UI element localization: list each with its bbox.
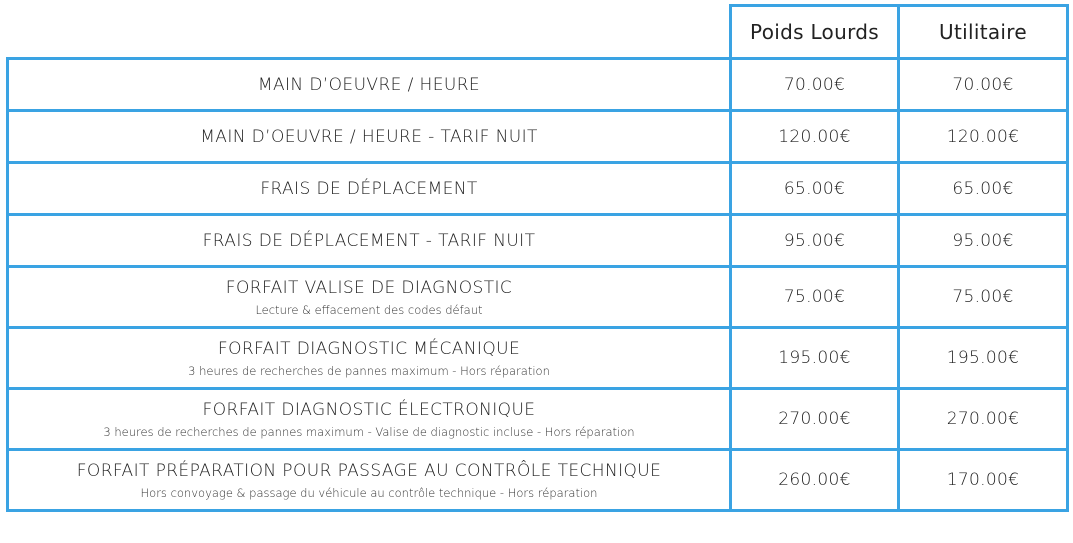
price-poids-lourds: 75.00€ (783, 287, 846, 307)
price-utilitaire: 75.00€ (952, 287, 1014, 307)
table-row (8, 163, 1068, 215)
service-title: MAIN D’OEUVRE / HEURE - TARIF NUIT (200, 126, 538, 147)
price-poids-lourds-cell (731, 328, 899, 389)
service-title: FORFAIT PRÉPARATION POUR PASSAGE AU CONTRÔLE TECHNIQUE (76, 460, 662, 481)
table-row (8, 450, 1068, 511)
service-title: FRAIS DE DÉPLACEMENT - TARIF NUIT (202, 230, 536, 251)
table-row (8, 59, 1068, 111)
price-poids-lourds: 270.00€ (778, 409, 851, 429)
column-header-utilitaire: Utilitaire (899, 6, 1068, 59)
price-poids-lourds-cell (731, 111, 899, 163)
service-title: FORFAIT DIAGNOSTIC ÉLECTRONIQUE (202, 399, 536, 420)
service-note: Hors convoyage & passage du véhicule au contrôle technique - Hors réparation (140, 485, 598, 500)
price-utilitaire: 120.00€ (946, 126, 1020, 147)
price-utilitaire-cell (899, 163, 1068, 215)
service-title: FRAIS DE DÉPLACEMENT (260, 178, 478, 199)
service-title: MAIN D’OEUVRE / HEURE (257, 74, 481, 95)
price-table (6, 4, 1069, 512)
price-utilitaire-cell (899, 111, 1068, 163)
service-label-cell (8, 59, 731, 111)
column-header-poids-lourds: Poids Lourds (731, 6, 899, 59)
price-utilitaire-cell (899, 328, 1068, 389)
service-title: FORFAIT DIAGNOSTIC MÉCANIQUE (217, 338, 521, 359)
service-note: 3 heures de recherches de pannes maximum - Hors réparation (188, 363, 550, 378)
price-utilitaire: 65.00€ (952, 178, 1014, 199)
price-utilitaire-cell (899, 450, 1068, 511)
price-utilitaire: 170.00€ (946, 470, 1020, 490)
price-poids-lourds-cell (731, 450, 899, 511)
price-poids-lourds: 65.00€ (783, 178, 846, 199)
service-label-cell (8, 111, 731, 163)
price-poids-lourds: 195.00€ (778, 348, 851, 368)
price-poids-lourds: 70.00€ (783, 74, 846, 95)
service-label-cell (8, 215, 731, 267)
service-note: Lecture & effacement des codes défaut (255, 302, 483, 317)
service-label-cell (8, 389, 731, 450)
table-row (8, 111, 1068, 163)
price-utilitaire-cell (899, 267, 1068, 328)
table-row (8, 215, 1068, 267)
service-label-cell (8, 450, 731, 511)
price-poids-lourds-cell (731, 267, 899, 328)
price-poids-lourds-cell (731, 389, 899, 450)
price-poids-lourds-cell (731, 215, 899, 267)
price-poids-lourds: 260.00€ (778, 470, 851, 490)
service-note: 3 heures de recherches de pannes maximum - Valise de diagnostic incluse - Hors réparation (103, 424, 635, 439)
service-title: FORFAIT VALISE DE DIAGNOSTIC (225, 277, 513, 298)
price-poids-lourds-cell (731, 163, 899, 215)
price-utilitaire: 95.00€ (952, 230, 1014, 251)
price-utilitaire: 195.00€ (946, 348, 1020, 368)
header-row (8, 6, 1068, 59)
blank-corner-cell (8, 6, 731, 59)
service-label-cell (8, 163, 731, 215)
service-label-cell (8, 328, 731, 389)
price-utilitaire-cell (899, 215, 1068, 267)
price-poids-lourds: 95.00€ (783, 230, 846, 251)
price-poids-lourds-cell (731, 59, 899, 111)
service-label-cell (8, 267, 731, 328)
table-row (8, 328, 1068, 389)
price-utilitaire: 70.00€ (952, 74, 1014, 95)
table-row (8, 267, 1068, 328)
price-utilitaire-cell (899, 389, 1068, 450)
price-poids-lourds: 120.00€ (778, 126, 851, 147)
table-row (8, 389, 1068, 450)
price-utilitaire: 270.00€ (946, 409, 1020, 429)
price-utilitaire-cell (899, 59, 1068, 111)
